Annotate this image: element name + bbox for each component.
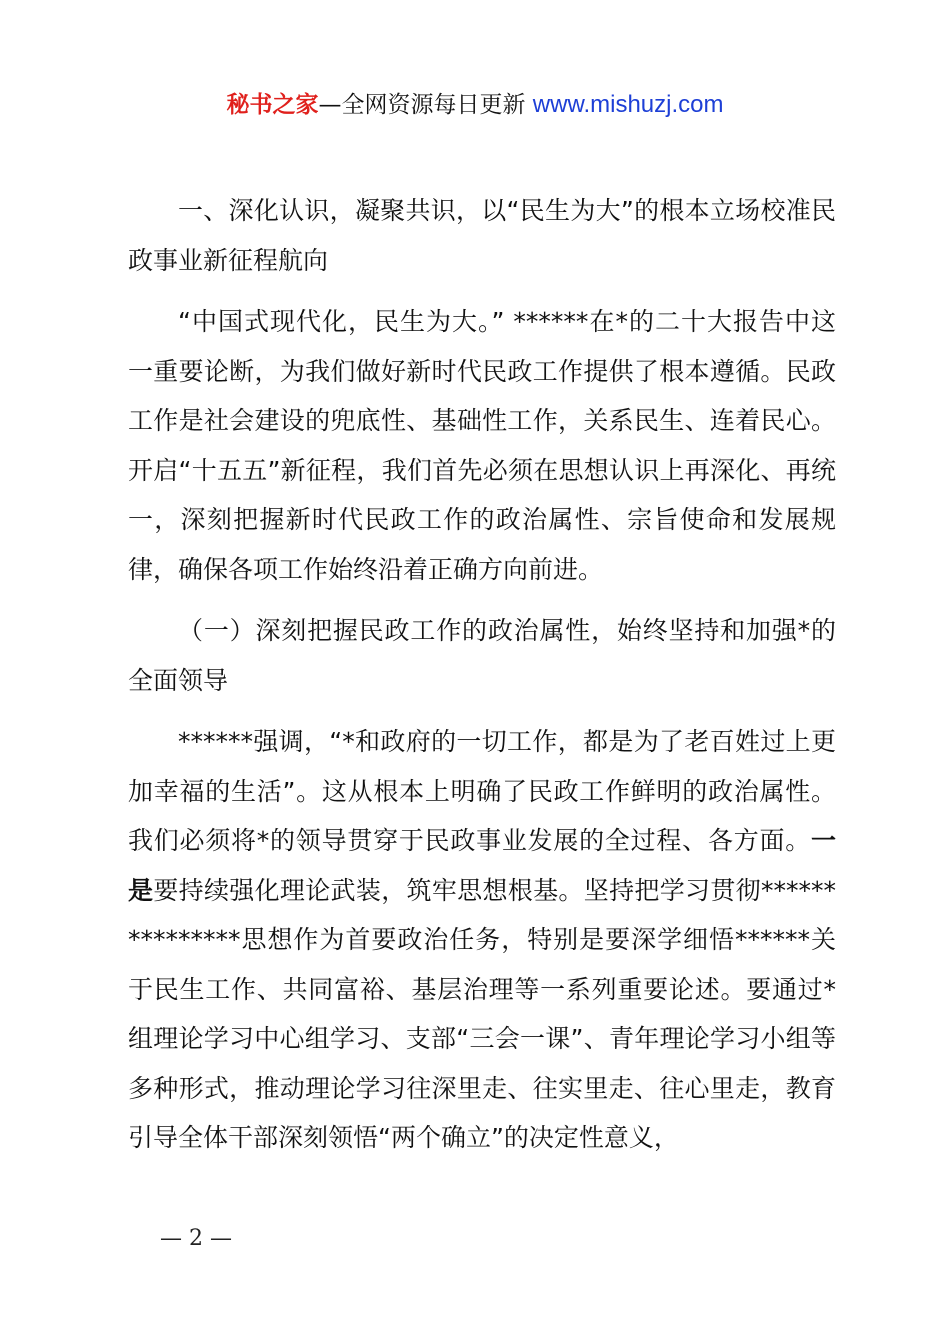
body-paragraph: “中国式现代化，民生为大。” ******在*的二十大报告中这一重要论断，为我们做好新时代民政工作提供了根本遵循。民政工作是社会建设的兜底性、基础性工作，关系民生、连着民心。开启“十五五”新征程，我们首先必须在思想认识上再深化、再统一，深刻把握新时代民政工作的政治属性、宗旨使命和发展规律，确保各项工作始终沿着正确方向前进。	[128, 307, 836, 584]
document-body	[128, 186, 836, 1163]
paragraph-intro: ******强调，“*和政府的一切工作，都是为了老百姓过上更加幸福的生活”。这从根本上明确了民政工作鲜明的政治属性。我们必须将*的领导贯穿于民政事业发展的全过程、各方面。	[128, 727, 836, 855]
site-url-link[interactable]: www.mishuzj.com	[532, 91, 724, 118]
page-number: — 2 —	[160, 1226, 232, 1251]
paragraph-text: 要持续强化理论武装，筑牢思想根基。坚持把学习贯彻***************思想作为首要政治任务，特别是要深学细悟******关于民生工作、共同富裕、基层治理等一系列重要论述。要通过*组理论学习中心组学习、支部“三会一课”、青年理论学习小组等多种形式，推动理论学习往深里走、往实里走、往心里走，教育引导全体干部深刻领悟“两个确立”的决定性意义，	[128, 875, 836, 1152]
site-header	[0, 86, 950, 124]
section-heading: 一、深化认识，凝聚共识，以“民生为大”的根本立场校准民政事业新征程航向	[128, 196, 836, 275]
header-tagline: —全网资源每日更新	[318, 92, 533, 118]
bold-lead-term: 一是	[128, 826, 836, 905]
brand-name: 秘书之家	[226, 92, 319, 118]
body-paragraph	[128, 717, 836, 1163]
subsection-heading: （一）深刻把握民政工作的政治属性，始终坚持和加强*的全面领导	[128, 616, 836, 695]
